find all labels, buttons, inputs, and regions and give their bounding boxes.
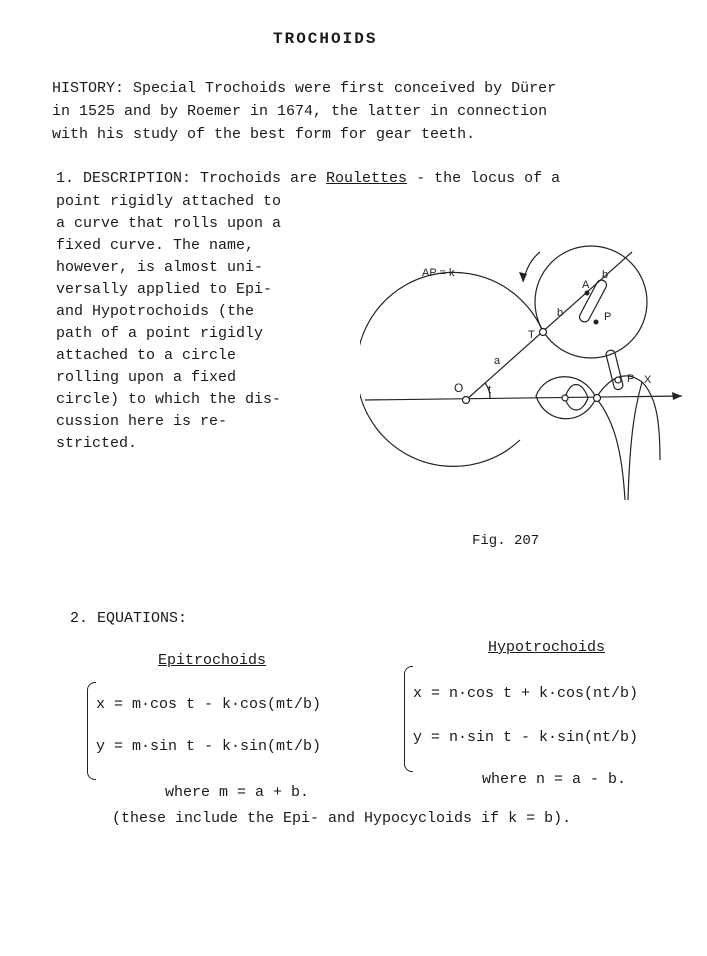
history-line-1: HISTORY: Special Trochoids were first conceived by Dürer — [52, 80, 557, 97]
label-X: X — [644, 374, 652, 386]
point-T — [540, 329, 547, 336]
hypo-brace — [404, 666, 413, 772]
x-axis — [365, 396, 682, 400]
epi-y-equation: y = m·sin t - k·sin(mt/b) — [96, 738, 322, 755]
hypo-title: Hypotrochoids — [488, 639, 606, 656]
label-t: t — [488, 384, 492, 396]
history-line-2: in 1525 and by Roemer in 1674, the latter in connection — [52, 103, 548, 120]
x-axis-arrow — [672, 392, 682, 400]
point-A — [585, 291, 590, 296]
label-O: O — [454, 381, 464, 395]
trochoid-curve — [596, 376, 660, 460]
label-P-wheel: P — [604, 311, 612, 323]
label-b-upper: b — [602, 269, 609, 281]
description-line-4: fixed curve. The name, — [56, 237, 255, 254]
epi-title: Epitrochoids — [158, 652, 267, 669]
legend-ap: AP = k — [422, 267, 455, 279]
epi-x-equation: x = m·cos t - k·cos(mt/b) — [96, 696, 322, 713]
equations-heading: 2. EQUATIONS: — [70, 610, 188, 627]
rolling-circle — [535, 246, 647, 358]
point-P-axis — [615, 377, 621, 383]
point-P-wheel — [594, 320, 599, 325]
description-line-11: circle) to which the dis- — [56, 391, 282, 408]
description-line-8: path of a point rigidly — [56, 325, 264, 342]
description-line-10: rolling upon a fixed — [56, 369, 237, 386]
roulettes-term: Roulettes — [326, 170, 408, 187]
page-title: TROCHOIDS — [273, 30, 378, 48]
epi-where: where m = a + b. — [165, 784, 310, 801]
hypo-where: where n = a - b. — [482, 771, 627, 788]
hypo-x-equation: x = n·cos t + k·cos(nt/b) — [413, 685, 639, 702]
point-center — [594, 395, 601, 402]
label-a: a — [494, 355, 501, 367]
trochoid-curve-2 — [596, 398, 625, 500]
fixed-circle — [360, 272, 543, 466]
cycloid-note: (these include the Epi- and Hypocycloids if k = b). — [112, 810, 572, 827]
label-A: A — [582, 279, 590, 291]
description-line-7: and Hypotrochoids (the — [56, 303, 255, 320]
description-line-5: however, is almost uni- — [56, 259, 264, 276]
rotation-arrow — [523, 252, 540, 282]
trochoid-curve-3 — [628, 382, 642, 500]
hypo-y-equation: y = n·sin t - k·sin(nt/b) — [413, 729, 639, 746]
description-line-2: point rigidly attached to — [56, 193, 282, 210]
description-line-3: a curve that rolls upon a — [56, 215, 282, 232]
epi-brace — [87, 682, 96, 780]
description-line-6: versally applied to Epi- — [56, 281, 273, 298]
trochoid-figure — [360, 230, 690, 510]
label-b-lower: b — [557, 307, 564, 319]
description-line-1 — [56, 168, 560, 190]
description-line-13: stricted. — [56, 435, 138, 452]
description-suffix: - the locus of a — [407, 170, 561, 187]
description-prefix: 1. DESCRIPTION: Trochoids are — [56, 170, 327, 187]
label-P-axis: P — [627, 373, 635, 385]
figure-caption: Fig. 207 — [472, 533, 540, 549]
label-T: T — [528, 329, 535, 341]
point-cusp — [562, 395, 568, 401]
description-line-12: cussion here is re- — [56, 413, 228, 430]
history-line-3: with his study of the best form for gear teeth. — [52, 126, 476, 143]
point-O — [463, 397, 470, 404]
description-line-9: attached to a circle — [56, 347, 237, 364]
